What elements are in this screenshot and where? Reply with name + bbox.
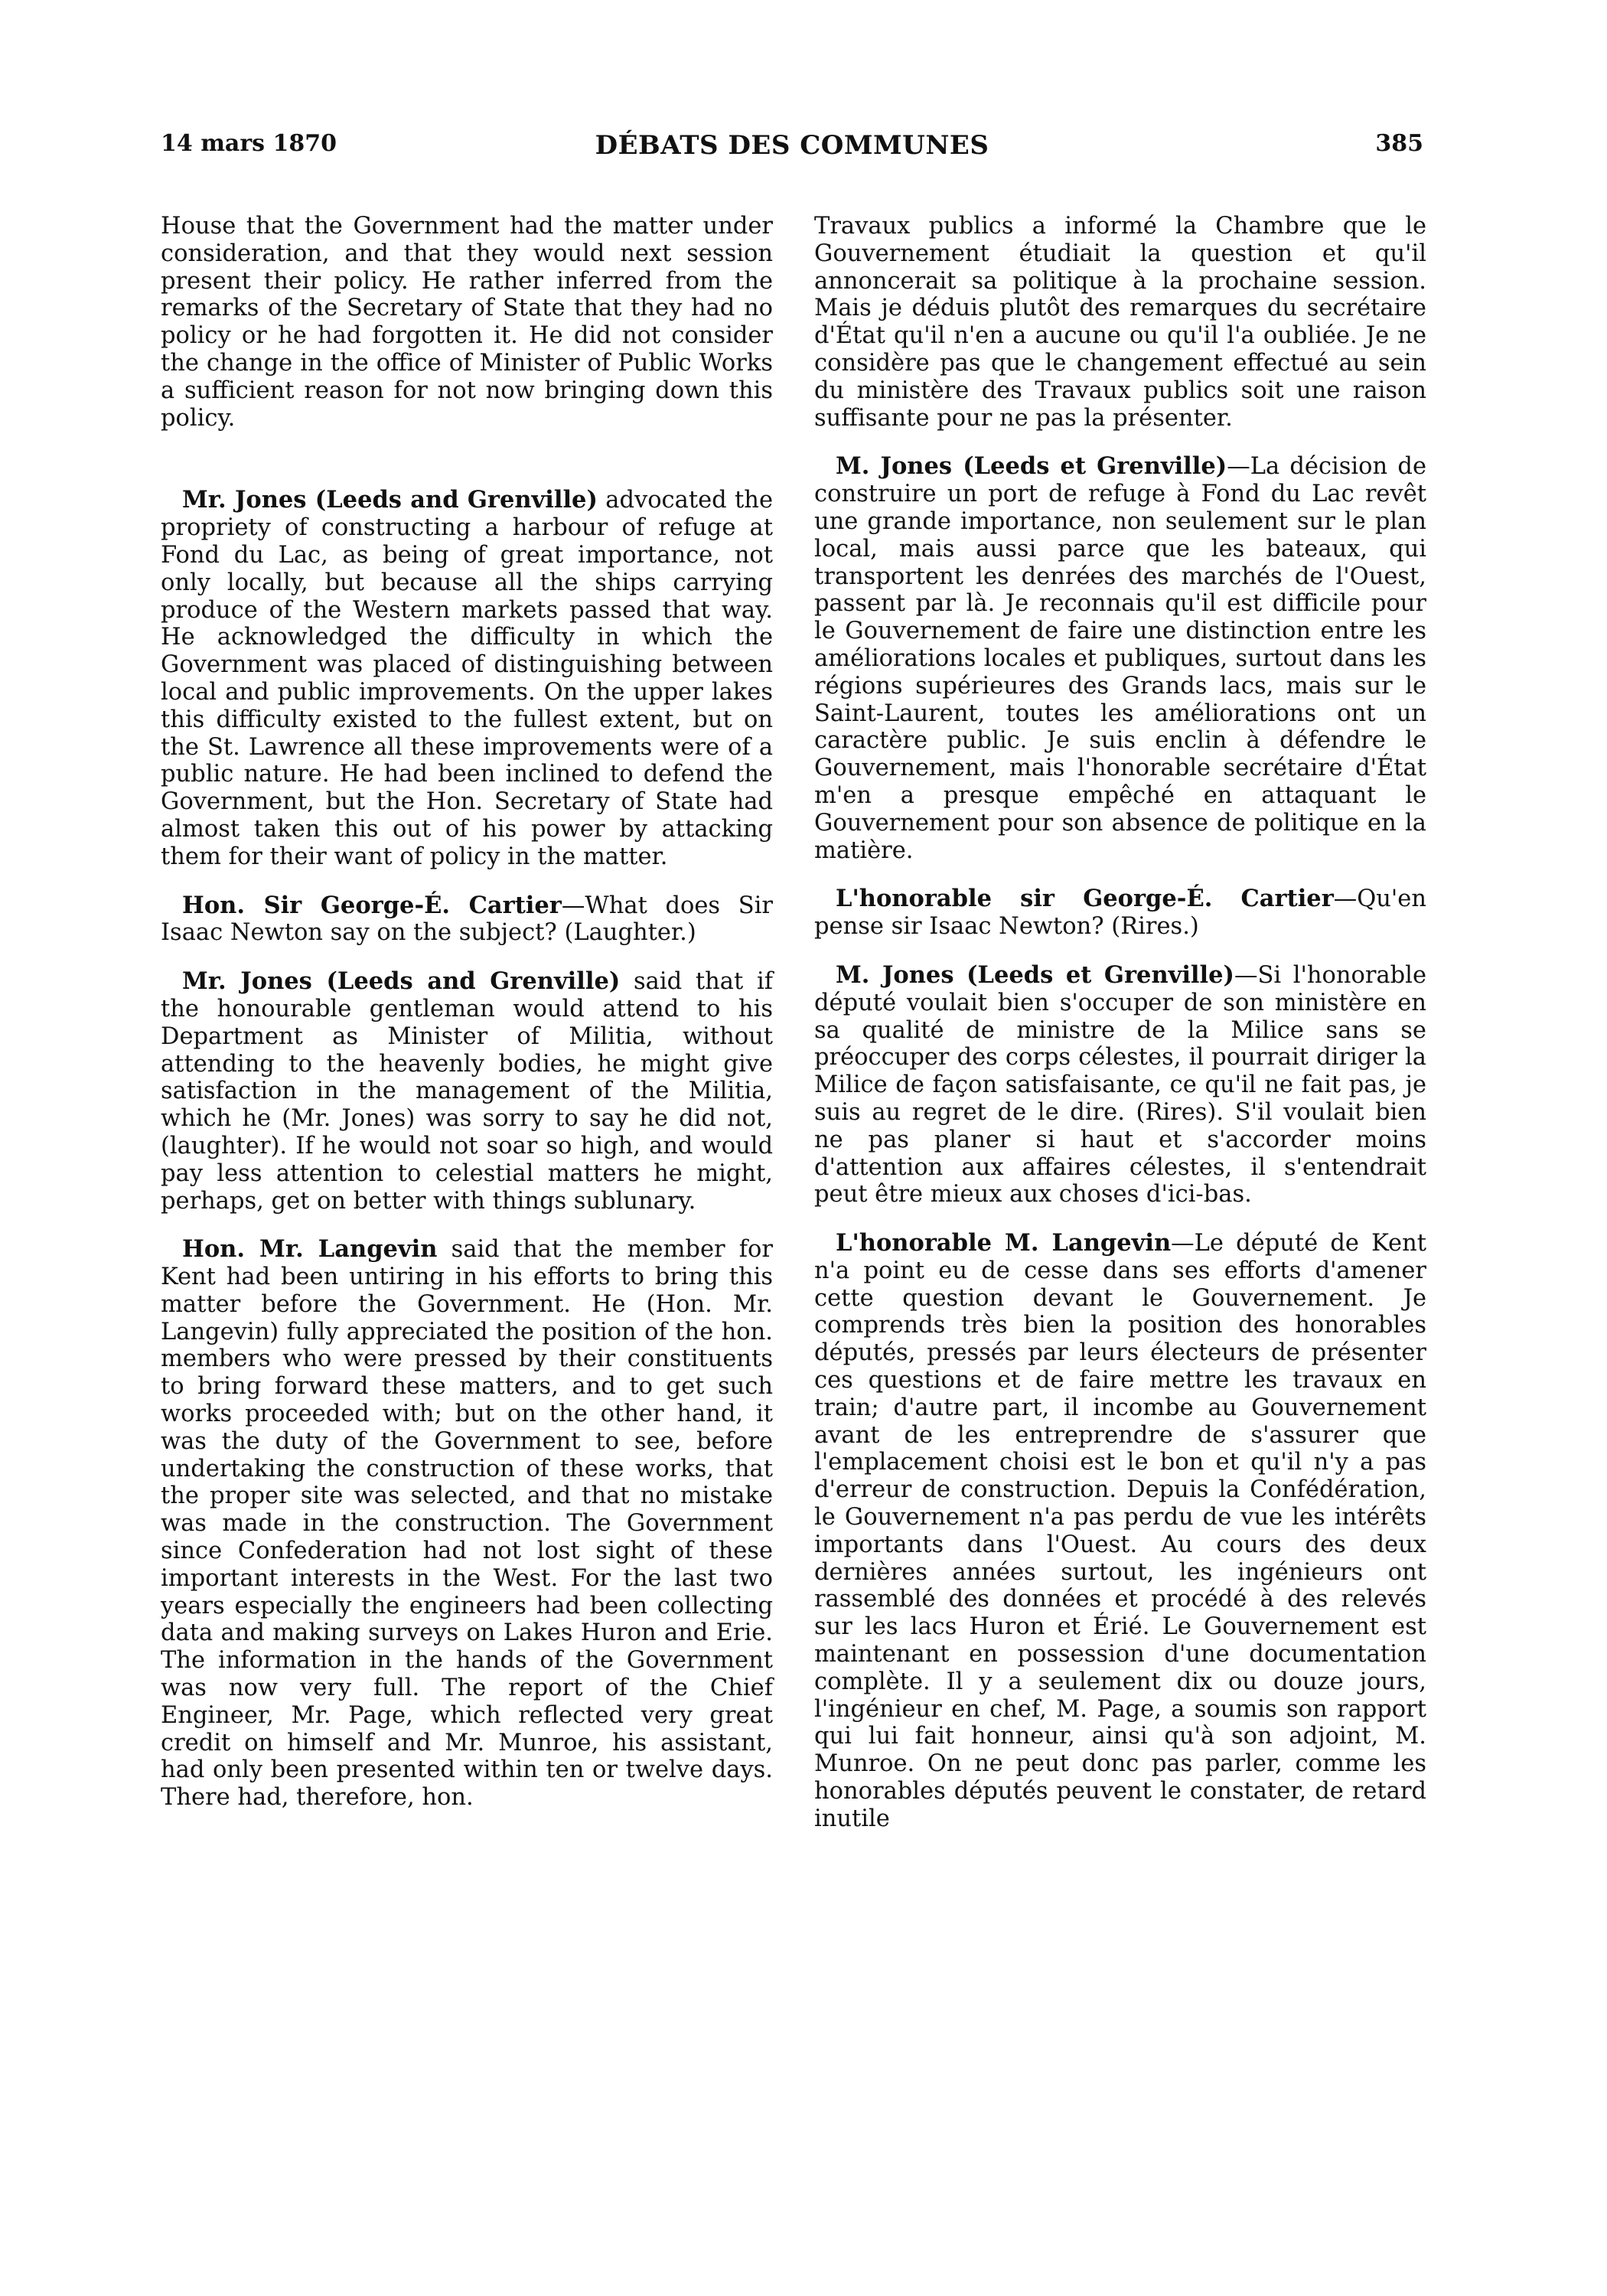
paragraph-text: —La décision de construire un port de refuge à Fond du Lac revêt une grande importance, non seulement sur le plan local, mais aussi parce que les bateaux, qui transportent les denrées des marchés de l'Ouest, passent par là. Je reconnais qu'il est difficile pour le Gouvernement de faire une distinction entre les améliorations locales et publiques, surtout dans les régions supérieures des Grands lacs, mais sur le Saint-Laurent, toutes les améliorations ont un caractère public. Je suis enclin à défendre le Gouvernement, mais l'honorable secrétaire d'État m'en a presque empêché en attaquant le Gouvernement pour son absence de politique en la matière. — [814, 453, 1426, 864]
paragraph-text: advocated the propriety of constructing a harbour of refuge at Fond du Lac, as being of great importance, not only locally, but because all the ships carrying produce of the Western markets passed that way. He acknowledged the difficulty in which the Government was placed of distinguishing between local and public improvements. On the upper lakes this difficulty existed to the fullest extent, but on the St. Lawrence all these improvements were of a public nature. He had been inclined to defend the Government, but the Hon. Secretary of State had almost taken this out of his power by attacking them for their want of policy in the matter. — [161, 487, 773, 870]
english-column — [161, 213, 773, 1812]
paragraph-text: said that if the honourable gentleman would attend to his Department as Minister of Militia, without attending to the heavenly bodies, he might give satisfaction in the management of the Militia, which he (Mr. Jones) was sorry to say he did not, (laughter). If he would not soar so high, and would pay less attention to celestial matters he might, perhaps, get on better with things sublunary. — [161, 968, 773, 1215]
paragraph-text: —Le député de Kent n'a point eu de cesse dans ses efforts d'amener cette question devant le Gouvernement. Je comprends très bien la position des honorables députés, pressés par leurs électeurs de présenter ces questions et de faire mettre les travaux en train; d'autre part, il incombe au Gouvernement avant de les entreprendre de s'assurer que l'emplacement choisi est le bon et qu'il n'y a pas d'erreur de construction. Depuis la Confédération, le Gouvernement n'a pas perdu de vue les intérêts importants dans l'Ouest. Au cours des deux dernières années surtout, les ingénieurs ont rassemblé des données et procédé à des relevés sur les lacs Huron et Érié. Le Gouvernement est maintenant en possession d'une documentation complète. Il y a seulement dix ou douze jours, l'ingénieur en chef, M. Page, a soumis son rapport qui lui fait honneur, ainsi qu'à son adjoint, M. Munroe. On ne peut donc pas parler, comme les honorables députés peuvent le constater, de retard inutile — [814, 1230, 1426, 1832]
speaker-name: Mr. Jones (Leeds and Grenville) — [182, 967, 621, 996]
header-date: 14 mars 1870 — [161, 130, 337, 157]
french-column — [814, 213, 1426, 1833]
speaker-name: L'honorable M. Langevin — [836, 1229, 1172, 1257]
paragraph-text: —What does Sir Isaac Newton say on the subject? (Laughter.) — [161, 892, 773, 947]
paragraph — [161, 968, 773, 1215]
speaker-name: Hon. Mr. Langevin — [182, 1235, 438, 1264]
page-number: 385 — [1375, 130, 1423, 157]
paragraph-text: House that the Government had the matter under consideration, and that they would next session present their policy. He rather inferred from the remarks of the Secretary of State that they had no policy or he had forgotten it. He did not consider the change in the office of Minister of Public Works a sufficient reason for not now bringing down this policy. — [161, 213, 773, 432]
paragraph-text: Travaux publics a informé la Chambre que le Gouvernement étudiait la question et qu'il annoncerait sa politique à la prochaine session. Mais je déduis plutôt des remarques du secrétaire d'État qu'il n'en a aucune ou qu'il l'a oubliée. Je ne considère pas que le changement effectué au sein du ministère des Travaux publics soit une raison suffisante pour ne pas la présenter. — [814, 213, 1426, 432]
paragraph-text: —Qu'en pense sir Isaac Newton? (Rires.) — [814, 885, 1426, 941]
paragraph — [814, 1230, 1426, 1833]
speaker-name: M. Jones (Leeds et Grenville) — [836, 960, 1234, 989]
paragraph — [814, 453, 1426, 864]
paragraph — [161, 892, 773, 947]
paragraph-text: said that the member for Kent had been untiring in his efforts to bring this matter before the Government. He (Hon. Mr. Langevin) fully appreciated the position of the hon. members who were pressed by their constituents to bring forward these matters, and to get such works proceeded with; but on the other hand, it was the duty of the Government to see, before undertaking the construction of these works, that the proper site was selected, and that no mistake was made in the construction. The Government since Confederation had not lost sight of these important interests in the West. For the last two years especially the engineers had been collecting data and making surveys on Lakes Huron and Erie. The information in the hands of the Government was now very full. The report of the Chief Engineer, Mr. Page, which reflected very great credit on himself and Mr. Munroe, his assistant, had only been presented within ten or twelve days. There had, therefore, hon. — [161, 1236, 773, 1812]
paragraph-text: —Si l'honorable député voulait bien s'occuper de son ministère en sa qualité de ministre de la Milice sans se préoccuper des corps célestes, il pourrait diriger la Milice de façon satisfaisante, ce qu'il ne fait pas, je suis au regret de le dire. (Rires). S'il voulait bien ne pas planer si haut et s'accorder moins d'attention aux affaires célestes, il s'entendrait peut être mieux aux choses d'ici-bas. — [814, 961, 1426, 1208]
paragraph — [161, 213, 773, 432]
speaker-name: L'honorable sir George-É. Cartier — [836, 885, 1334, 913]
paragraph — [161, 1236, 773, 1812]
speaker-name: Hon. Sir George-É. Cartier — [182, 891, 562, 919]
header-title: DÉBATS DES COMMUNES — [595, 130, 989, 161]
paragraph — [814, 885, 1426, 941]
paragraph — [814, 213, 1426, 432]
speaker-name: Mr. Jones (Leeds and Grenville) — [182, 486, 598, 514]
paragraph — [161, 487, 773, 870]
speaker-name: M. Jones (Leeds et Grenville) — [836, 452, 1227, 481]
paragraph — [814, 962, 1426, 1208]
page-header — [161, 130, 1423, 176]
